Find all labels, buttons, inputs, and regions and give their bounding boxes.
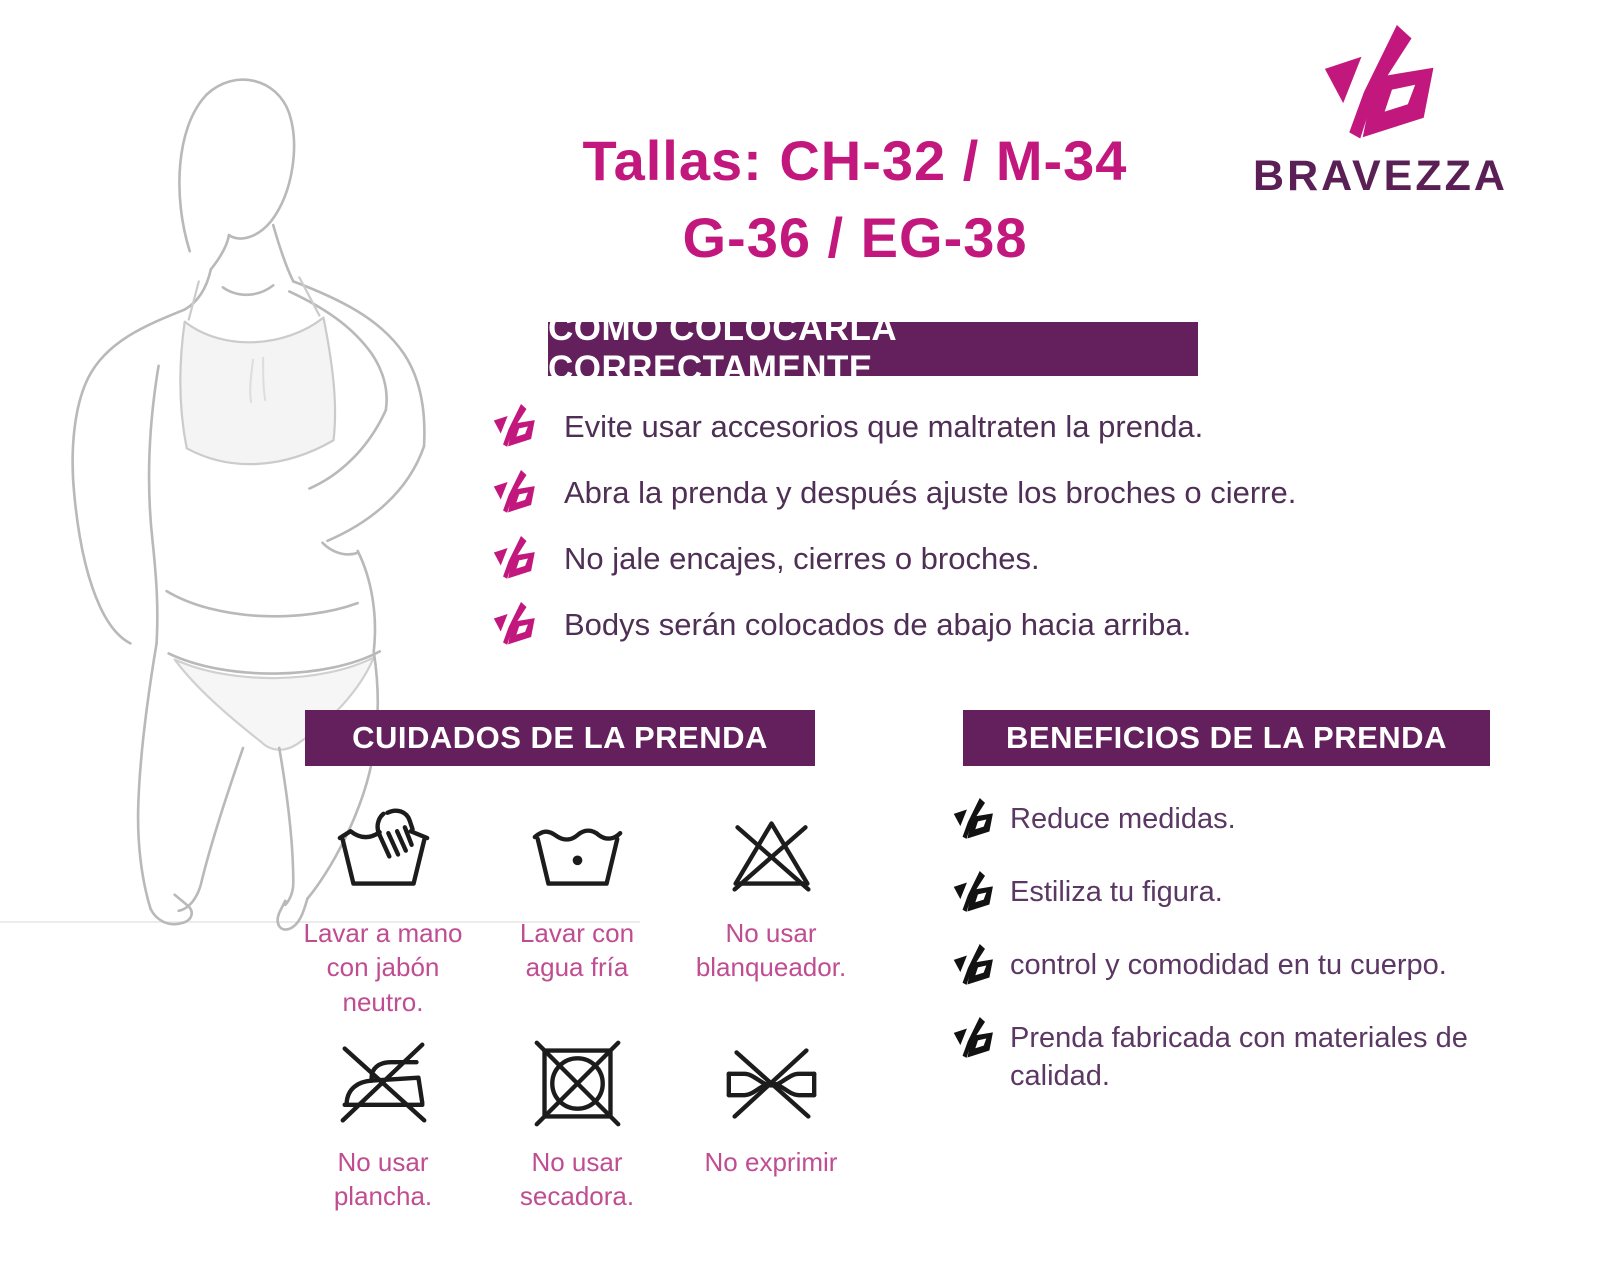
no-bleach-icon <box>723 806 820 903</box>
benefit-item-text: control y comodidad en tu cuerpo. <box>1010 949 1447 981</box>
care-item <box>286 806 480 1035</box>
bravezza-check-icon <box>952 871 996 915</box>
placement-item-text: No jale encajes, cierres o broches. <box>564 541 1040 576</box>
bravezza-check-icon <box>1320 22 1442 150</box>
benefits-list <box>952 800 1482 1127</box>
bravezza-check-icon <box>492 536 538 582</box>
placement-item-text: Bodys serán colocados de abajo hacia arriba. <box>564 607 1192 642</box>
bravezza-check-icon <box>492 404 538 450</box>
care-item <box>480 1035 674 1264</box>
bravezza-check-icon <box>492 602 538 648</box>
list-item <box>492 470 1392 516</box>
care-symbols-grid <box>286 806 868 1264</box>
care-item-label: Lavar con agua fría <box>519 918 635 983</box>
care-item <box>480 806 674 1035</box>
list-item <box>952 946 1482 988</box>
list-item <box>492 404 1392 450</box>
care-item-label: No usar plancha. <box>333 1147 433 1212</box>
no-wring-icon <box>723 1035 820 1132</box>
hand-wash-icon <box>335 806 432 903</box>
brand-wordmark: BRAVEZZA <box>1253 152 1508 200</box>
care-item <box>286 1035 480 1264</box>
bravezza-check-icon <box>952 798 996 842</box>
sizes-title-line1: Tallas: CH-32 / M-34 <box>582 129 1128 192</box>
placement-heading: COMO COLOCARLA CORRECTAMENTE <box>548 309 896 388</box>
care-item-label: No exprimir <box>704 1147 838 1177</box>
care-item-label: Lavar a mano con jabón neutro. <box>303 918 463 1017</box>
bravezza-check-icon <box>952 1017 996 1061</box>
list-item <box>952 873 1482 915</box>
benefit-item-text: Prenda fabricada con materiales de calidad. <box>1010 1022 1468 1093</box>
care-item <box>674 1035 868 1264</box>
no-iron-icon <box>335 1035 432 1132</box>
care-item-label: No usar blanqueador. <box>695 918 847 983</box>
sizes-title-line2: G-36 / EG-38 <box>682 206 1028 270</box>
benefits-heading-banner <box>963 710 1490 766</box>
benefit-item-text: Reduce medidas. <box>1010 803 1236 835</box>
benefit-item-text: Estiliza tu figura. <box>1010 876 1223 908</box>
list-item <box>492 536 1392 582</box>
benefits-heading: BENEFICIOS DE LA PRENDA <box>1006 720 1447 755</box>
list-item <box>952 1019 1482 1096</box>
placement-list <box>492 404 1392 668</box>
brand-logo <box>1228 22 1533 201</box>
list-item <box>492 602 1392 648</box>
no-dryer-icon <box>529 1035 626 1132</box>
placement-heading-banner <box>548 309 1198 388</box>
sizes-title <box>455 122 1255 277</box>
care-heading-banner <box>305 710 815 766</box>
cold-water-wash-icon <box>529 806 626 903</box>
care-item-label: No usar secadora. <box>519 1147 635 1212</box>
placement-item-text: Abra la prenda y después ajuste los broches o cierre. <box>564 475 1297 510</box>
care-item <box>674 806 868 1035</box>
bravezza-check-icon <box>492 470 538 516</box>
care-heading: CUIDADOS DE LA PRENDA <box>352 720 768 755</box>
placement-item-text: Evite usar accesorios que maltraten la prenda. <box>564 409 1204 444</box>
bravezza-check-icon <box>952 944 996 988</box>
list-item <box>952 800 1482 842</box>
